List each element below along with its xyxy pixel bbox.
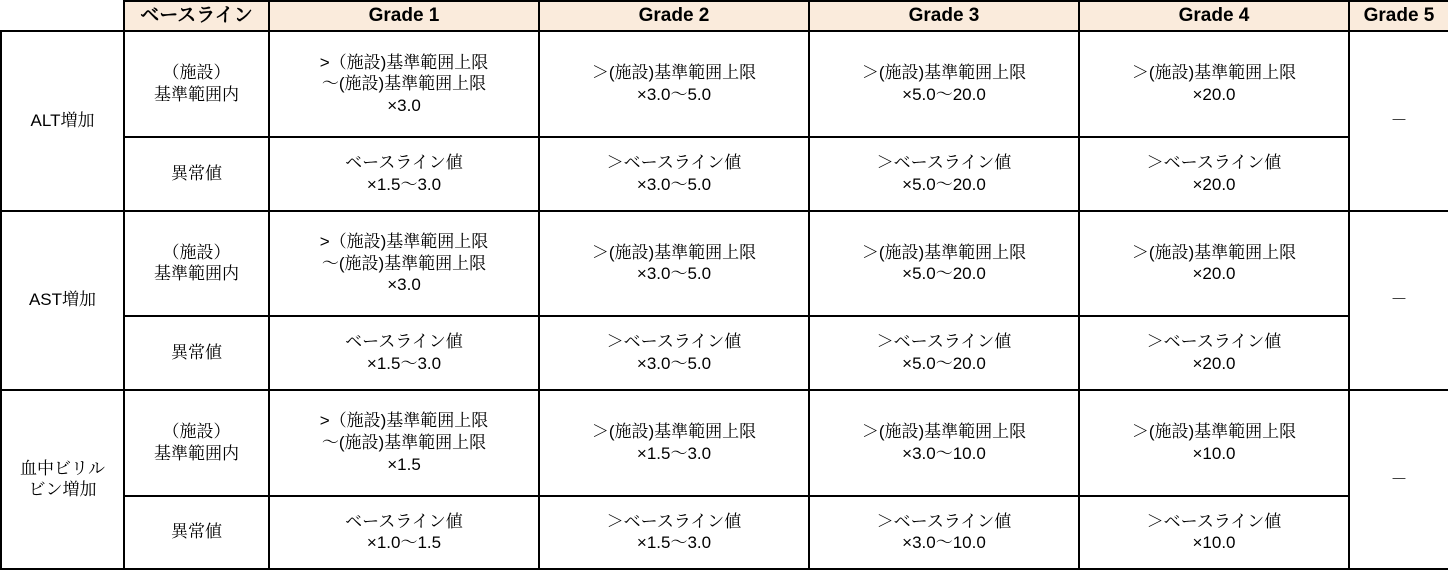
baseline-abnormal-alt: 異常値 bbox=[124, 137, 269, 210]
cell-alt-normal-grade2: ＞(施設)基準範囲上限 ×3.0～5.0 bbox=[539, 31, 809, 137]
header-corner-empty bbox=[1, 1, 124, 31]
cell-bilirubin-normal-grade3: ＞(施設)基準範囲上限 ×3.0～10.0 bbox=[809, 390, 1079, 496]
header-grade-3: Grade 3 bbox=[809, 1, 1079, 31]
cell-ast-abnormal-grade2: ＞ベースライン値 ×3.0～5.0 bbox=[539, 316, 809, 389]
cell-alt-abnormal-grade2: ＞ベースライン値 ×3.0～5.0 bbox=[539, 137, 809, 210]
cell-ast-normal-grade4: ＞(施設)基準範囲上限 ×20.0 bbox=[1079, 211, 1349, 317]
table-row bbox=[1, 316, 1448, 389]
cell-ast-abnormal-grade1: ベースライン値 ×1.5～3.0 bbox=[269, 316, 539, 389]
cell-ast-grade5: － bbox=[1349, 211, 1448, 390]
cell-alt-abnormal-grade4: ＞ベースライン値 ×20.0 bbox=[1079, 137, 1349, 210]
cell-ast-abnormal-grade3: ＞ベースライン値 ×5.0～20.0 bbox=[809, 316, 1079, 389]
baseline-abnormal-ast: 異常値 bbox=[124, 316, 269, 389]
table-row bbox=[1, 137, 1448, 210]
cell-bilirubin-abnormal-grade3: ＞ベースライン値 ×3.0～10.0 bbox=[809, 496, 1079, 570]
cell-bilirubin-abnormal-grade1: ベースライン値 ×1.0～1.5 bbox=[269, 496, 539, 570]
header-baseline: ベースライン bbox=[124, 1, 269, 31]
cell-alt-normal-grade3: ＞(施設)基準範囲上限 ×5.0～20.0 bbox=[809, 31, 1079, 137]
cell-alt-abnormal-grade3: ＞ベースライン値 ×5.0～20.0 bbox=[809, 137, 1079, 210]
header-grade-5: Grade 5 bbox=[1349, 1, 1448, 31]
baseline-normal-range-ast: （施設） 基準範囲内 bbox=[124, 211, 269, 317]
header-grade-1: Grade 1 bbox=[269, 1, 539, 31]
cell-alt-grade5: － bbox=[1349, 31, 1448, 210]
baseline-abnormal-bilirubin: 異常値 bbox=[124, 496, 269, 570]
cell-alt-normal-grade1: >（施設)基準範囲上限 ～(施設)基準範囲上限 ×3.0 bbox=[269, 31, 539, 137]
cell-ast-normal-grade3: ＞(施設)基準範囲上限 ×5.0～20.0 bbox=[809, 211, 1079, 317]
cell-bilirubin-normal-grade2: ＞(施設)基準範囲上限 ×1.5～3.0 bbox=[539, 390, 809, 496]
cell-bilirubin-normal-grade4: ＞(施設)基準範囲上限 ×10.0 bbox=[1079, 390, 1349, 496]
table-header-row bbox=[1, 1, 1448, 31]
cell-bilirubin-grade5: － bbox=[1349, 390, 1448, 569]
cell-bilirubin-normal-grade1: >（施設)基準範囲上限 ～(施設)基準範囲上限 ×1.5 bbox=[269, 390, 539, 496]
baseline-normal-range-alt: （施設） 基準範囲内 bbox=[124, 31, 269, 137]
term-name-alt: ALT増加 bbox=[1, 31, 124, 210]
cell-ast-normal-grade2: ＞(施設)基準範囲上限 ×3.0～5.0 bbox=[539, 211, 809, 317]
table-row bbox=[1, 31, 1448, 137]
table-row bbox=[1, 211, 1448, 317]
cell-ast-abnormal-grade4: ＞ベースライン値 ×20.0 bbox=[1079, 316, 1349, 389]
baseline-normal-range-bilirubin: （施設） 基準範囲内 bbox=[124, 390, 269, 496]
cell-bilirubin-abnormal-grade2: ＞ベースライン値 ×1.5～3.0 bbox=[539, 496, 809, 570]
cell-alt-normal-grade4: ＞(施設)基準範囲上限 ×20.0 bbox=[1079, 31, 1349, 137]
cell-bilirubin-abnormal-grade4: ＞ベースライン値 ×10.0 bbox=[1079, 496, 1349, 570]
header-grade-4: Grade 4 bbox=[1079, 1, 1349, 31]
term-name-bilirubin: 血中ビリル ビン増加 bbox=[1, 390, 124, 569]
header-grade-2: Grade 2 bbox=[539, 1, 809, 31]
table-row bbox=[1, 390, 1448, 496]
cell-alt-abnormal-grade1: ベースライン値 ×1.5～3.0 bbox=[269, 137, 539, 210]
term-name-ast: AST増加 bbox=[1, 211, 124, 390]
cell-ast-normal-grade1: >（施設)基準範囲上限 ～(施設)基準範囲上限 ×3.0 bbox=[269, 211, 539, 317]
table-row bbox=[1, 496, 1448, 570]
